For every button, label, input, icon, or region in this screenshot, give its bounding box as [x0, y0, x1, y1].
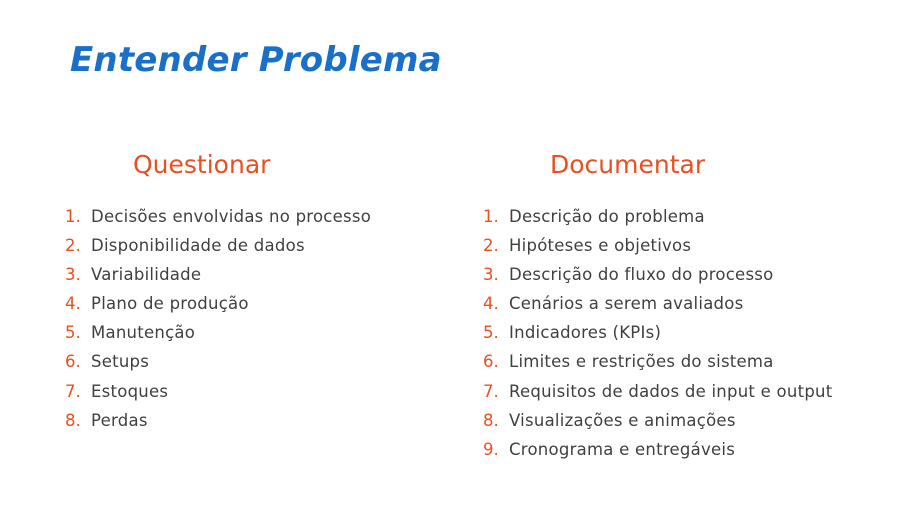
item-text: Indicadores (KPIs) — [509, 323, 662, 343]
item-number: 7. — [483, 381, 499, 401]
list-item — [65, 323, 425, 352]
item-text: Requisitos de dados de input e output — [509, 381, 833, 401]
item-number: 2. — [483, 236, 499, 256]
item-text: Descrição do problema — [509, 207, 705, 226]
list-item — [65, 411, 425, 440]
item-text: Manutenção — [91, 323, 196, 343]
item-number: 6. — [483, 352, 499, 372]
item-text: Limites e restrições do sistema — [509, 352, 774, 372]
item-number: 8. — [65, 410, 81, 430]
item-number: 4. — [65, 294, 81, 314]
documentar-column — [483, 145, 893, 469]
item-text: Plano de produção — [91, 294, 249, 314]
item-number: 1. — [483, 207, 499, 226]
item-number: 5. — [65, 323, 81, 343]
item-text: Cronograma e entregáveis — [509, 439, 736, 459]
item-number: 3. — [483, 265, 499, 285]
item-number: 8. — [483, 410, 499, 430]
item-text: Hipóteses e objetivos — [509, 236, 692, 256]
item-number: 3. — [65, 265, 81, 285]
list-item — [483, 411, 893, 440]
slide-title: Entender Problema — [70, 40, 442, 80]
item-number: 5. — [483, 323, 499, 343]
list-item — [483, 323, 893, 352]
item-number: 4. — [483, 294, 499, 314]
list-item — [483, 294, 893, 323]
item-text: Descrição do fluxo do processo — [509, 265, 774, 285]
list-item — [65, 207, 425, 236]
list-item — [65, 382, 425, 411]
list-item — [483, 236, 893, 265]
item-text: Setups — [91, 352, 150, 372]
item-text: Perdas — [91, 410, 148, 430]
item-text: Estoques — [91, 381, 169, 401]
questionar-column — [65, 145, 425, 440]
list-item — [65, 352, 425, 381]
item-number: 1. — [65, 207, 81, 226]
documentar-list — [483, 207, 893, 469]
item-text: Disponibilidade de dados — [91, 236, 305, 256]
item-text: Variabilidade — [91, 265, 202, 285]
documentar-heading: Documentar — [550, 150, 706, 179]
list-item — [483, 265, 893, 294]
list-item — [483, 382, 893, 411]
item-text: Visualizações e animações — [509, 410, 736, 430]
item-number: 2. — [65, 236, 81, 256]
item-text: Decisões envolvidas no processo — [91, 207, 372, 226]
list-item — [483, 207, 893, 236]
list-item — [65, 236, 425, 265]
list-item — [483, 352, 893, 381]
questionar-list — [65, 207, 425, 440]
questionar-heading: Questionar — [133, 150, 271, 179]
list-item — [65, 265, 425, 294]
item-number: 7. — [65, 381, 81, 401]
item-number: 9. — [483, 439, 499, 459]
item-text: Cenários a serem avaliados — [509, 294, 744, 314]
list-item — [65, 294, 425, 323]
list-item — [483, 440, 893, 469]
item-number: 6. — [65, 352, 81, 372]
